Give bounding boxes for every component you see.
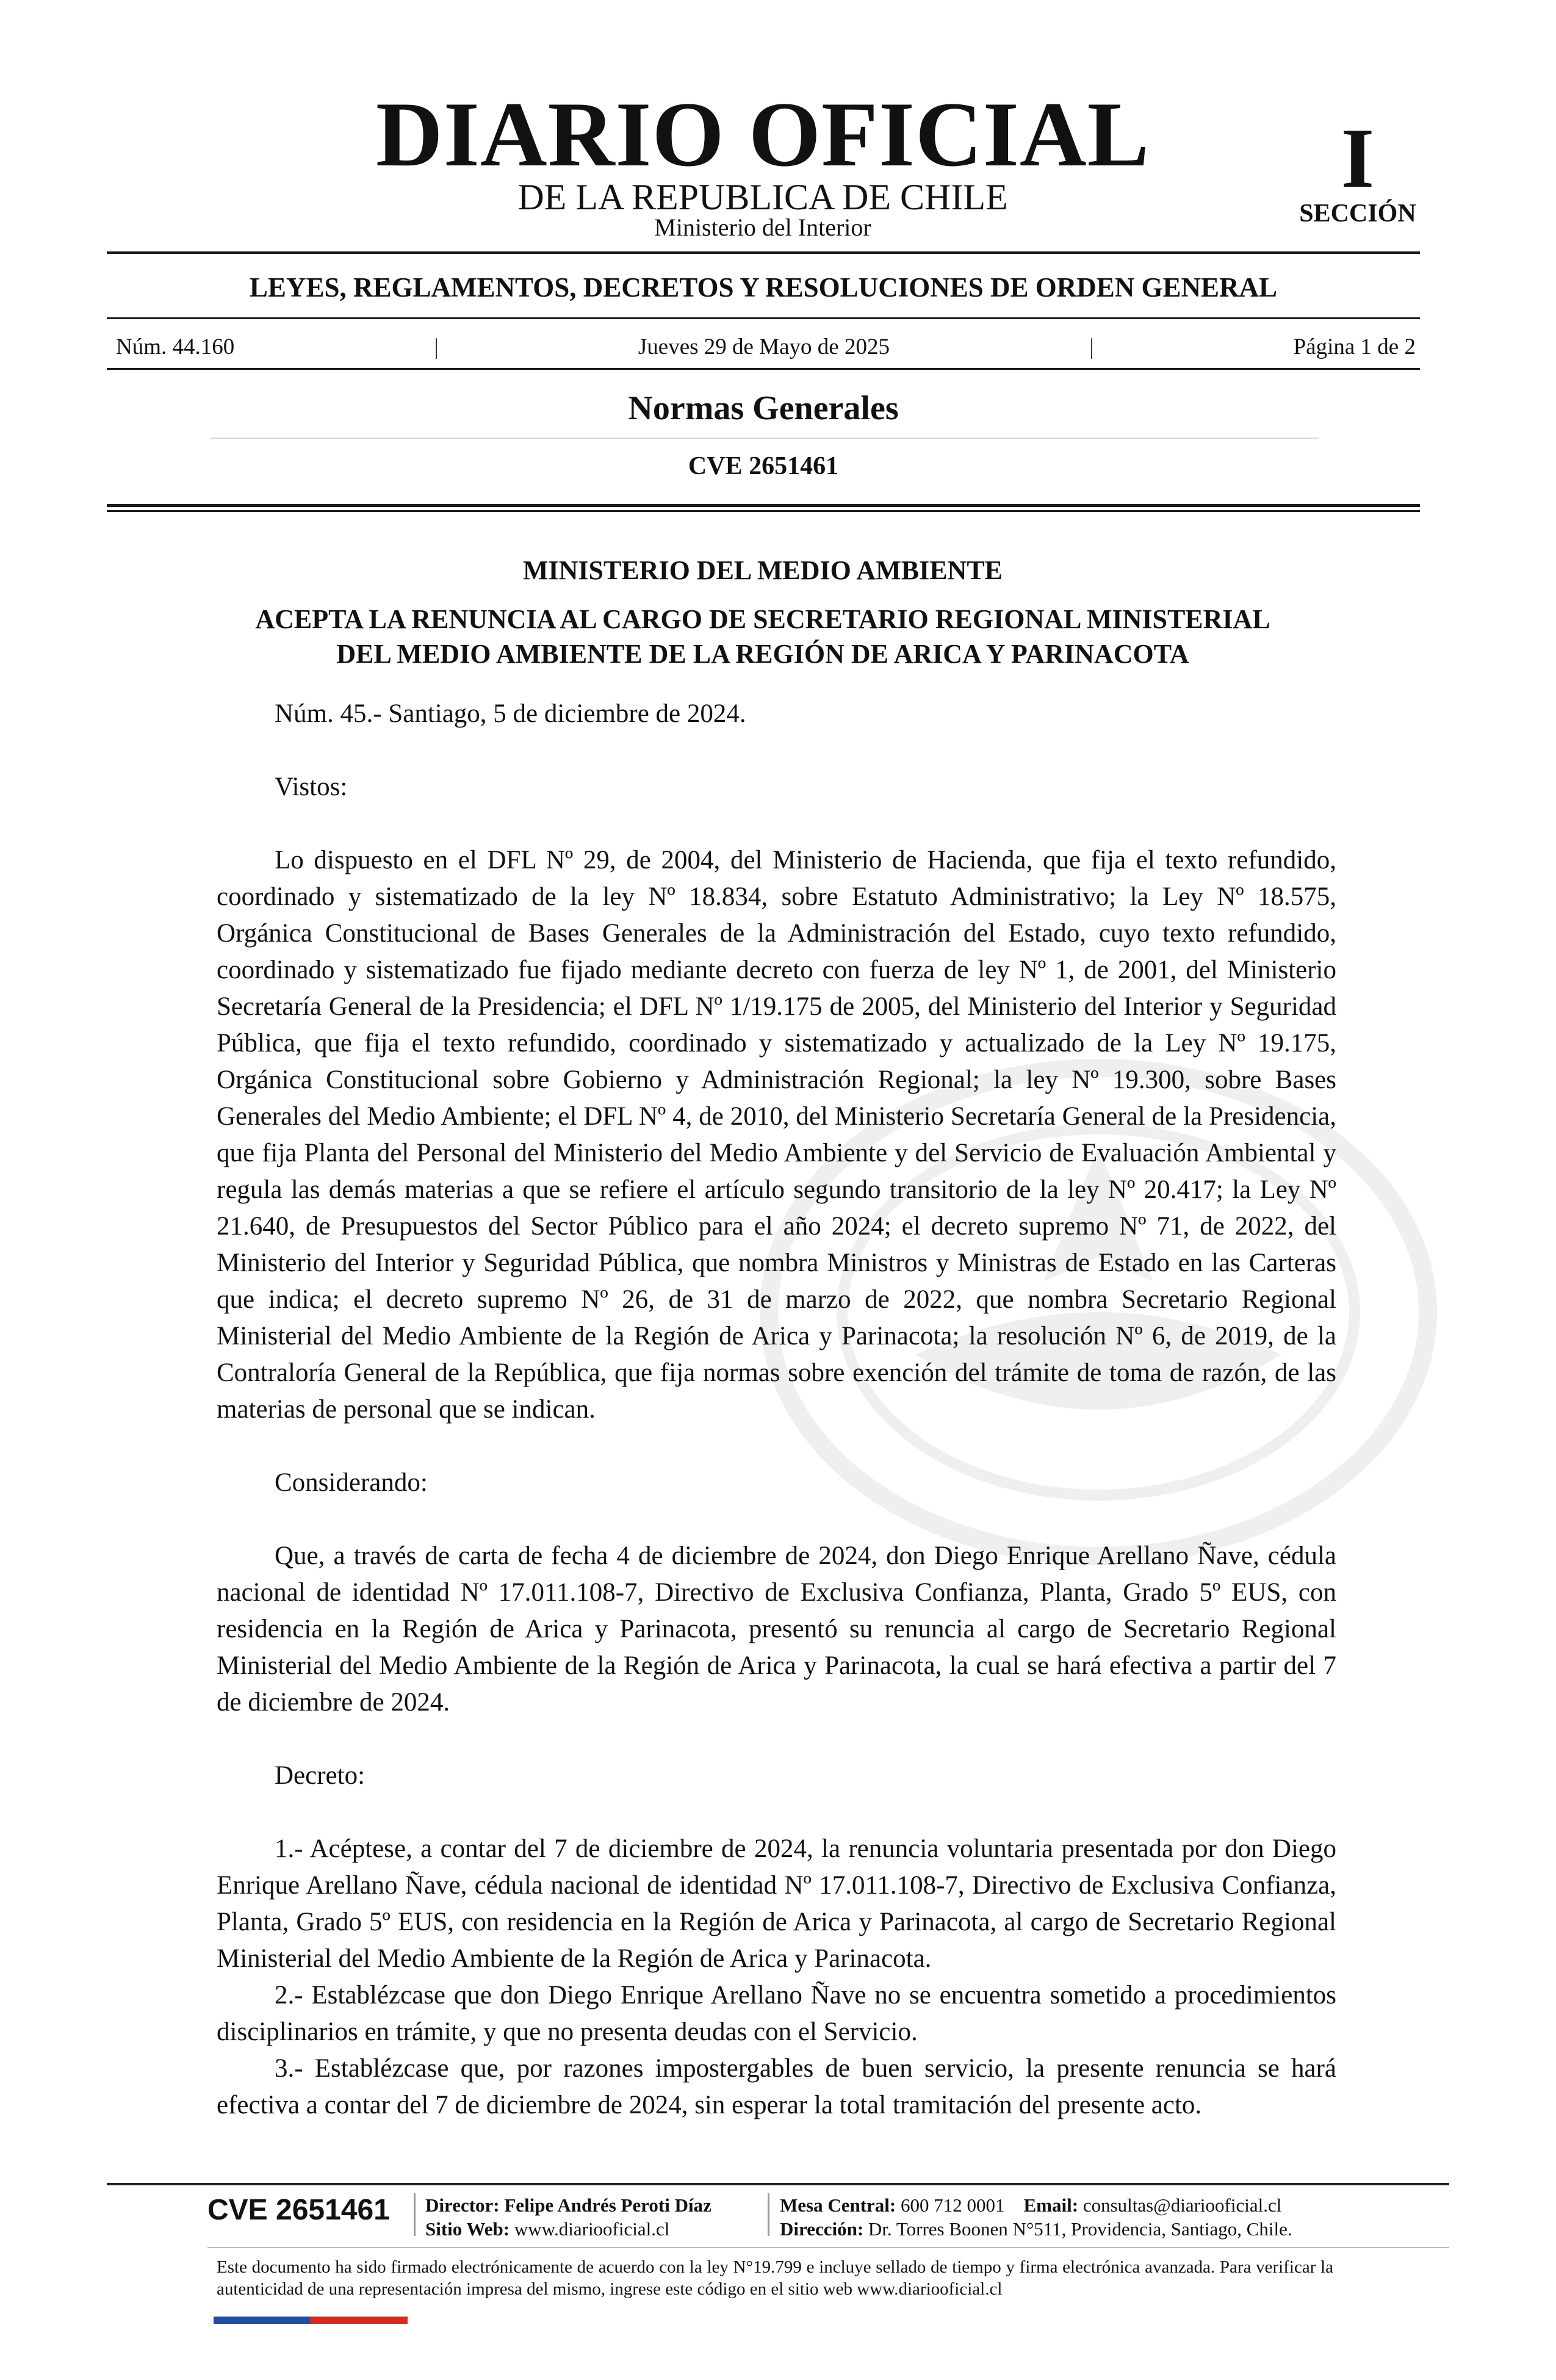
- website-link[interactable]: www.diariooficial.cl: [514, 2218, 670, 2240]
- document-ministry: MINISTERIO DEL MEDIO AMBIENTE: [522, 555, 1003, 585]
- document-body: [217, 696, 1336, 2124]
- vistos-paragraph: Lo dispuesto en el DFL Nº 29, de 2004, del Ministerio de Hacienda, que fija el texto refundido, coordinado y sistematizado de la ley Nº 18.834, sobre Estatuto Administrativo; la Ley Nº 18.575, Orgánica Constitucional de Bases Generales de la Administración del Estado, cuyo texto refundido, coordinado y sistematizado fue fijado mediante decreto con fuerza de ley Nº 1, de 2001, del Ministerio Secretaría General de la Presidencia; el DFL Nº 1/19.175 de 2005, del Ministerio del Interior y Seguridad Pública, que fija el texto refundido, coordinado y sistematizado y actualizado de la Ley Nº 19.175, Orgánica Constitucional sobre Gobierno y Administración Regional; la ley Nº 19.300, sobre Bases Generales del Medio Ambiente; el DFL Nº 4, de 2010, del Ministerio Secretaría General de la Presidencia, que fija Planta del Personal del Ministerio del Medio Ambiente y del Servicio de Evaluación Ambiental y regula las demás materias a que se refiere el artículo segundo transitorio de la ley Nº 20.417; la Ley Nº 21.640, de Presupuestos del Sector Público para el año 2024; el decreto supremo Nº 71, de 2022, del Ministerio del Interior y Seguridad Pública, que nombra Ministros y Ministras de Estado en las Carteras que indica; el decreto supremo Nº 26, de 31 de marzo de 2022, que nombra Secretario Regional Ministerial del Medio Ambiente de la Región de Arica y Parinacota; la resolución Nº 6, de 2019, de la Contraloría General de la República, que fija normas sobre exención del trámite de toma de razón, de las materias de personal que se indican.: [217, 846, 1336, 1424]
- footer-rule: [107, 2183, 1449, 2185]
- website-label: Sitio Web:: [425, 2218, 510, 2240]
- flag-stripe-red: [310, 2317, 408, 2324]
- article-2: 2.- Establézcase que don Diego Enrique Arellano Ñave no se encuentra sometido a procedimientos disciplinarios en trámite, y que no presenta deudas con el Servicio.: [217, 1981, 1336, 2046]
- signature-notice: Este documento ha sido firmado electrónicamente de acuerdo con la ley N°19.799 e incluye sellado de tiempo y firma electrónica avanzada. Para verificar la autenticidad de una representación impresa del mismo, ingrese este código en el sitio web www.diariooficial.cl: [217, 2257, 1333, 2299]
- footer-separator: [768, 2193, 769, 2236]
- address-value: Dr. Torres Boonen N°511, Providencia, Santiago, Chile.: [868, 2218, 1292, 2240]
- info-rule: [107, 368, 1420, 370]
- phone-value: 600 712 0001: [901, 2194, 1005, 2216]
- masthead-title: DIARIO OFICIAL: [375, 83, 1150, 186]
- email-label: Email:: [1023, 2194, 1079, 2216]
- laws-banner: LEYES, REGLAMENTOS, DECRETOS Y RESOLUCIONES DE ORDEN GENERAL: [249, 272, 1278, 303]
- info-separator: |: [1089, 334, 1094, 359]
- info-separator: |: [434, 334, 439, 359]
- considerando-paragraph: Que, a través de carta de fecha 4 de diciembre de 2024, don Diego Enrique Arellano Ñave, cédula nacional de identidad Nº 17.011.108-7, Directivo de Exclusiva Confianza, Planta, Grado 5º EUS, con residencia en la Región de Arica y Parinacota, presentó su renuncia al cargo de Secretario Regional Ministerial del Medio Ambiente de la Región de Arica y Parinacota, la cual se hará efectiva a partir del 7 de diciembre de 2024.: [217, 1542, 1336, 1717]
- vistos-label: Vistos:: [275, 773, 348, 801]
- article-3: 3.- Establézcase que, por razones impostergables de buen servicio, la presente renuncia se hará efectiva a contar del 7 de diciembre de 2024, sin esperar la total tramitación del presente acto.: [217, 2054, 1336, 2119]
- footer-contact-block: [780, 2193, 1451, 2241]
- section-label: SECCIÓN: [1299, 200, 1416, 228]
- decreto-label: Decreto:: [275, 1761, 366, 1790]
- masthead-ministry: Ministerio del Interior: [654, 214, 871, 241]
- header-rule-thin: [107, 510, 1420, 512]
- section-divider: [211, 438, 1319, 439]
- address-label: Dirección:: [780, 2218, 864, 2240]
- dateline: Núm. 45.- Santiago, 5 de diciembre de 2024.: [275, 699, 746, 728]
- considerando-label: Considerando:: [275, 1468, 428, 1497]
- issue-date: Jueves 29 de Mayo de 2025: [638, 334, 890, 359]
- footer-director-block: [425, 2193, 767, 2241]
- section-title: Normas Generales: [628, 389, 899, 427]
- director-name: Felipe Andrés Peroti Díaz: [504, 2194, 711, 2216]
- flag-stripe-blue: [214, 2317, 310, 2324]
- director-label: Director:: [425, 2194, 500, 2216]
- masthead-subtitle: DE LA REPUBLICA DE CHILE: [517, 177, 1008, 217]
- page-indicator: Página 1 de 2: [1293, 334, 1416, 359]
- issue-number: Núm. 44.160: [116, 334, 235, 359]
- footer-cve-code: CVE 2651461: [207, 2194, 390, 2226]
- email-link[interactable]: consultas@diariooficial.cl: [1082, 2194, 1282, 2216]
- footer-inner-rule: [207, 2247, 1449, 2248]
- document-heading-line-2: DEL MEDIO AMBIENTE DE LA REGIÓN DE ARICA Y PARINACOTA: [336, 639, 1189, 669]
- phone-label: Mesa Central:: [780, 2194, 896, 2216]
- footer-separator: [414, 2193, 416, 2236]
- section-number: I: [1341, 111, 1375, 206]
- document-heading-line-1: ACEPTA LA RENUNCIA AL CARGO DE SECRETARIO REGIONAL MINISTERIAL: [255, 604, 1270, 634]
- header-rule-thick: [107, 504, 1420, 507]
- issue-info-bar: [116, 330, 1416, 364]
- masthead-rule: [107, 251, 1420, 254]
- laws-rule: [107, 317, 1420, 319]
- article-1: 1.- Acéptese, a contar del 7 de diciembre de 2024, la renuncia voluntaria presentada por don Diego Enrique Arellano Ñave, cédula nacional de identidad Nº 17.011.108-7, Directivo de Exclusiva Confianza, Planta, Grado 5º EUS, con residencia en la Región de Arica y Parinacota, al cargo de Secretario Regional Ministerial del Medio Ambiente de la Región de Arica y Parinacota.: [217, 1834, 1336, 1973]
- cve-code: CVE 2651461: [688, 452, 839, 480]
